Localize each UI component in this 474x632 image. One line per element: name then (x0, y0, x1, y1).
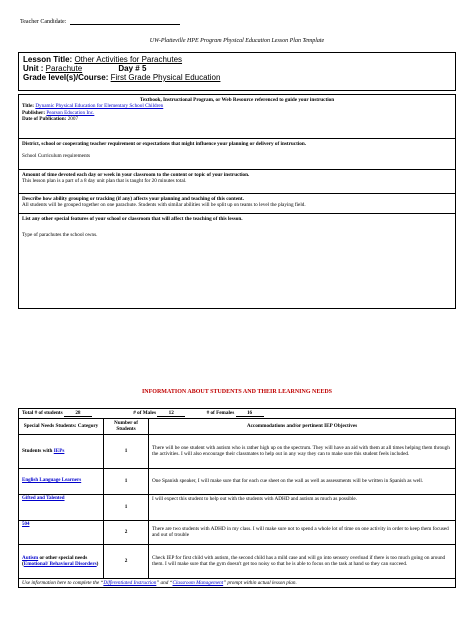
time-value: This lesson plan is a part of a 8 day unit plan that is taught for 20 minutes total. (22, 178, 187, 185)
lesson-title-row (23, 55, 451, 64)
special-features-heading: List any other special features of your school or classroom that will affect the teaching of this lesson. (22, 216, 243, 222)
autism-link[interactable]: Autism (22, 554, 39, 561)
lesson-title-value: Other Activities for Parachutes (74, 55, 183, 64)
number-cell: 2 (104, 544, 149, 578)
header-number: Number of Students (104, 419, 149, 434)
males-value: 12 (157, 410, 185, 417)
category-cell (19, 494, 104, 520)
lesson-header-box (18, 52, 456, 91)
resource-title-link[interactable]: Dynamic Physical Education for Elementary School Children (35, 103, 164, 110)
ieps-link[interactable]: IEPs (53, 448, 65, 454)
accommodation-cell: There are two students with ADHD in my class. I will make sure not to spend a whole lot of time on one activity in order to keep them focused and out of trouble (149, 520, 456, 544)
accommodation-cell: One Spanish speaker, I will make sure that for each cue sheet on the wall as well as assessments will be written in Spanish as well. (149, 468, 456, 494)
context-section (18, 94, 456, 309)
time-heading: Amount of time devoted each day or week in your classroom to the content or topic of your instruction. (22, 172, 250, 178)
grade-row (23, 73, 451, 82)
footer-mid: ” and “ (156, 579, 173, 586)
grade-value: First Grade Physical Education (110, 73, 221, 82)
number-cell: 1 (104, 468, 149, 494)
grouping-heading: Describe how ability grouping or tracking (if any) affects your planning and teaching of this content. (22, 196, 244, 202)
category-cell (19, 434, 104, 468)
special-features-value: Type of parachutes the school owns. (22, 232, 98, 239)
teacher-candidate-blank[interactable] (70, 18, 180, 25)
students-table (18, 408, 456, 588)
resource-date-line (22, 116, 452, 122)
females-label: # of Females (206, 410, 235, 416)
category-mid: or other special needs ( (22, 554, 88, 568)
resource-heading: Textbook, Instructional Program, or Web Resource referenced to guide your instruction (139, 97, 335, 103)
grouping-cell (19, 194, 455, 214)
footer-cell (19, 578, 456, 587)
teacher-candidate-label: Teacher Candidate: (20, 19, 67, 25)
footer-prefix: Use information here to complete the “ (22, 579, 104, 586)
unit-row (23, 64, 451, 73)
resource-title-label: Title: (22, 103, 35, 110)
category-suffix: ) (96, 561, 99, 568)
gifted-link[interactable]: Gifted and Talented (22, 495, 65, 501)
time-cell (19, 170, 455, 194)
footer-row (19, 578, 456, 587)
total-students-value: 28 (64, 410, 92, 417)
ebd-link[interactable]: Emotional/ Behavioral Disorders (23, 561, 97, 568)
resource-publisher-link[interactable]: Pearson Education Inc. (46, 109, 95, 116)
section-504-link[interactable]: 504 (22, 521, 30, 527)
resource-date-label: Date of Publication: (22, 115, 67, 122)
grouping-value: All students will be grouped together on one parachute. Students with similar abilities will be split up on teams to level the playing field. (22, 202, 306, 209)
resource-date-value: 2007 (67, 115, 79, 122)
category-cell (19, 468, 104, 494)
total-students-label: Total # of students (22, 410, 63, 416)
table-header-row (19, 419, 456, 434)
header-category: Special Needs Students: Category (19, 419, 104, 434)
category-cell (19, 544, 104, 578)
category-cell (19, 520, 104, 544)
unit-value: Parachute (45, 64, 83, 73)
grade-label: Grade level(s)/Course: (23, 73, 109, 82)
header-accommodations: Accommodations and/or pertinent IEP Objectives (149, 419, 456, 434)
table-row (19, 468, 456, 494)
day-label: Day # 5 (118, 64, 147, 73)
differentiated-instruction-link[interactable]: Differentiated Instruction (103, 579, 157, 586)
table-row (19, 520, 456, 544)
unit-label: Unit : (23, 64, 44, 73)
template-title: UW-Platteville HPE Program Physical Education Lesson Plan Template (149, 38, 325, 44)
accommodation-cell: I will expect this student to help out with the students with ADHD and autism as much as possible. (149, 494, 456, 520)
resource-publisher-label: Publisher: (22, 109, 46, 116)
category-prefix: Students with (22, 448, 54, 454)
number-cell: 1 (104, 434, 149, 468)
footer-suffix: ” prompt within actual lesson plan. (223, 579, 297, 586)
ell-link[interactable]: English Language Learners (22, 478, 82, 483)
males-label: # of Males (133, 410, 156, 416)
teacher-candidate-line (20, 18, 180, 25)
info-heading: INFORMATION ABOUT STUDENTS AND THEIR LEARNING NEEDS (141, 389, 333, 395)
resource-cell (19, 95, 455, 139)
females-value: 16 (236, 410, 264, 417)
accommodation-cell: There will be one student with autism who is rather high up on the spectrum. They will have an aid with them at all times helping them through the activities. I will also encourage their classmates to help out in any way they can to make sure this student feels included. (149, 434, 456, 468)
district-heading: District, school or cooperating teacher requirement or expectations that might influence your planning or delivery of instruction. (22, 141, 307, 147)
totals-row (19, 409, 456, 419)
district-cell (19, 139, 455, 170)
accommodation-cell: Check IEP for first child with autism, the second child has a mild case and will go into sensory overload if there is too much going on around them. I will make sure that the gym doesn't get too noisy so that he is able to focus on the task at hand so they can succeed. (149, 544, 456, 578)
special-features-cell (19, 214, 455, 308)
classroom-management-link[interactable]: Classroom Management (172, 579, 224, 586)
table-row (19, 544, 456, 578)
number-cell: 1 (104, 494, 149, 520)
number-cell: 2 (104, 520, 149, 544)
table-row (19, 434, 456, 468)
district-value: School Curriculum requirements (22, 153, 90, 160)
table-row (19, 494, 456, 520)
lesson-title-label: Lesson Title: (23, 55, 73, 64)
